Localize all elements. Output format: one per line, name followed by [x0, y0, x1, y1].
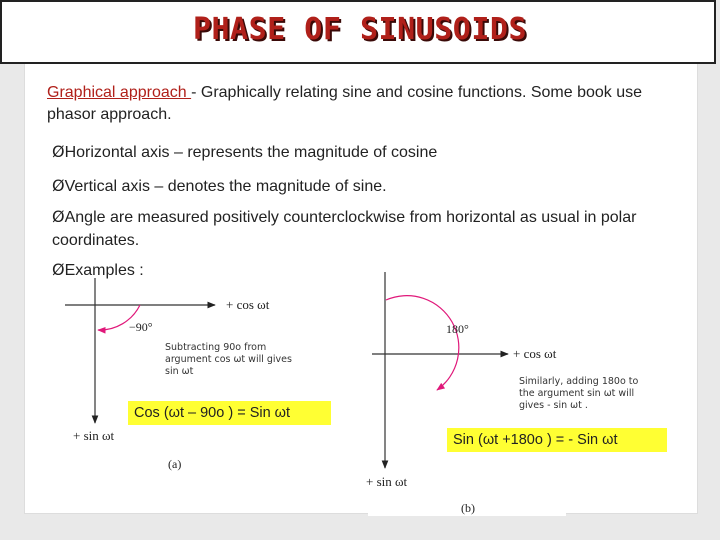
slide-title: PHASE OF SINUSOIDS [192, 12, 528, 47]
figure-a-note: Subtracting 90o from argument cos ωt will gives sin ωt [165, 342, 292, 377]
figure-a-angle-label: −90° [129, 320, 153, 334]
bullet-angle: ØAngle are measured positively counterclockwise from horizontal as usual in polar coordinates. [52, 207, 637, 249]
figure-b-caption: (b) [461, 501, 475, 515]
bullet-arrow-icon: Ø [52, 142, 65, 161]
figure-a-cos-label: + cos ωt [226, 297, 270, 312]
graphical-approach-link: Graphical approach [47, 84, 192, 101]
figure-a-equation: Cos (ωt – 90o ) = Sin ωt [128, 401, 331, 425]
bullet-arrow-icon: Ø [52, 207, 65, 226]
bullet-arrow-icon: Ø [52, 260, 65, 279]
bullet-horizontal-axis: ØHorizontal axis – represents the magnitude of cosine [52, 142, 438, 161]
bullet-arrow-icon: Ø [52, 176, 65, 195]
bullet-vertical-axis: ØVertical axis – denotes the magnitude of sine. [52, 176, 387, 195]
figure-b-equation: Sin (ωt +180o ) = - Sin ωt [447, 428, 667, 452]
bullet-examples: ØExamples : [52, 260, 144, 279]
figure-a-sin-label: + sin ωt [73, 428, 115, 443]
intro-text: - Graphically relating sine and cosine functions. Some book use phasor approach. [47, 84, 643, 123]
figure-b-sin-label: + sin ωt [366, 474, 408, 489]
figure-b-cos-label: + cos ωt [513, 346, 557, 361]
figure-a-caption: (a) [168, 457, 182, 471]
figure-b-angle-label: 180° [446, 322, 469, 336]
figure-b-note: Similarly, adding 180o to the argument sin ωt will gives - sin ωt . [519, 376, 639, 411]
